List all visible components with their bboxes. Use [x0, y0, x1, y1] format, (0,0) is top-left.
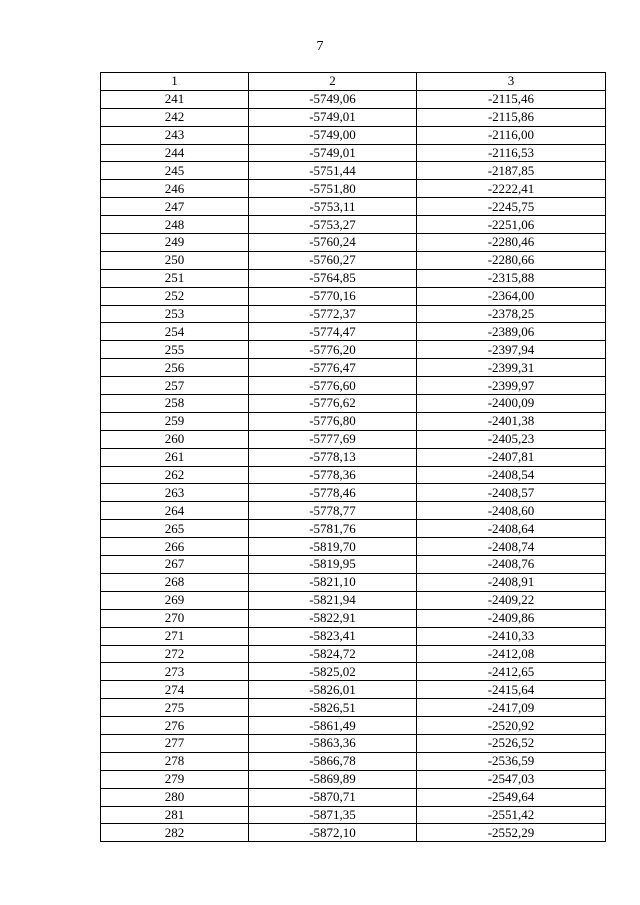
point-number-cell: 268: [101, 573, 249, 591]
coordinate-y-cell: -2408,76: [417, 556, 606, 574]
table-row: [101, 377, 606, 395]
coordinate-y-cell: -2116,00: [417, 126, 606, 144]
point-number-cell: 264: [101, 502, 249, 520]
coordinate-x-cell: -5770,16: [249, 287, 417, 305]
table-row: [101, 627, 606, 645]
table-row: [101, 609, 606, 627]
table-row: [101, 734, 606, 752]
coordinate-x-cell: -5751,44: [249, 162, 417, 180]
point-number-cell: 252: [101, 287, 249, 305]
coordinate-x-cell: -5749,01: [249, 144, 417, 162]
point-number-cell: 276: [101, 717, 249, 735]
table-row: [101, 645, 606, 663]
table-row: [101, 341, 606, 359]
point-number-cell: 247: [101, 198, 249, 216]
coordinate-y-cell: -2551,42: [417, 806, 606, 824]
coordinate-y-cell: -2520,92: [417, 717, 606, 735]
coordinate-x-cell: -5749,06: [249, 90, 417, 108]
table-row: [101, 90, 606, 108]
table-row: [101, 251, 606, 269]
coordinate-x-cell: -5751,80: [249, 180, 417, 198]
coordinate-y-cell: -2408,64: [417, 520, 606, 538]
table-row: [101, 234, 606, 252]
coordinate-y-cell: -2187,85: [417, 162, 606, 180]
coordinate-x-cell: -5776,80: [249, 412, 417, 430]
point-number-cell: 278: [101, 752, 249, 770]
coordinate-x-cell: -5777,69: [249, 430, 417, 448]
coordinate-x-cell: -5866,78: [249, 752, 417, 770]
table-row: [101, 144, 606, 162]
table-header: [101, 73, 606, 91]
point-number-cell: 255: [101, 341, 249, 359]
coordinate-x-cell: -5778,77: [249, 502, 417, 520]
point-number-cell: 256: [101, 359, 249, 377]
point-number-cell: 274: [101, 681, 249, 699]
coordinate-x-cell: -5749,00: [249, 126, 417, 144]
coordinate-x-cell: -5826,01: [249, 681, 417, 699]
point-number-cell: 246: [101, 180, 249, 198]
coordinate-x-cell: -5870,71: [249, 788, 417, 806]
point-number-cell: 271: [101, 627, 249, 645]
point-number-cell: 250: [101, 251, 249, 269]
coordinate-x-cell: -5819,95: [249, 556, 417, 574]
table-row: [101, 430, 606, 448]
coordinate-y-cell: -2408,54: [417, 466, 606, 484]
table-row: [101, 162, 606, 180]
coordinate-x-cell: -5776,62: [249, 395, 417, 413]
table-row: [101, 180, 606, 198]
table-row: [101, 538, 606, 556]
point-number-cell: 277: [101, 734, 249, 752]
table-row: [101, 663, 606, 681]
coordinate-y-cell: -2315,88: [417, 269, 606, 287]
table-row: [101, 126, 606, 144]
point-number-cell: 245: [101, 162, 249, 180]
point-number-cell: 269: [101, 591, 249, 609]
table-row: [101, 395, 606, 413]
coordinate-y-cell: -2408,57: [417, 484, 606, 502]
table-row: [101, 717, 606, 735]
point-number-cell: 244: [101, 144, 249, 162]
coordinate-y-cell: -2115,46: [417, 90, 606, 108]
table-row: [101, 573, 606, 591]
table-row: [101, 520, 606, 538]
coordinate-x-cell: -5872,10: [249, 824, 417, 842]
table-row: [101, 287, 606, 305]
point-number-cell: 266: [101, 538, 249, 556]
coordinate-x-cell: -5863,36: [249, 734, 417, 752]
coordinate-y-cell: -2410,33: [417, 627, 606, 645]
coordinate-y-cell: -2408,74: [417, 538, 606, 556]
table-row: [101, 359, 606, 377]
table-row: [101, 466, 606, 484]
table-row: [101, 770, 606, 788]
coordinate-x-cell: -5749,01: [249, 108, 417, 126]
column-header-3: 3: [417, 73, 606, 91]
point-number-cell: 263: [101, 484, 249, 502]
coordinate-x-cell: -5821,94: [249, 591, 417, 609]
point-number-cell: 241: [101, 90, 249, 108]
point-number-cell: 254: [101, 323, 249, 341]
coordinate-y-cell: -2364,00: [417, 287, 606, 305]
coordinate-x-cell: -5822,91: [249, 609, 417, 627]
coordinate-y-cell: -2412,08: [417, 645, 606, 663]
coordinate-x-cell: -5821,10: [249, 573, 417, 591]
table-body: [101, 90, 606, 841]
coordinate-x-cell: -5861,49: [249, 717, 417, 735]
point-number-cell: 281: [101, 806, 249, 824]
coordinate-x-cell: -5825,02: [249, 663, 417, 681]
coordinate-y-cell: -2115,86: [417, 108, 606, 126]
point-number-cell: 251: [101, 269, 249, 287]
coordinate-x-cell: -5764,85: [249, 269, 417, 287]
table-row: [101, 216, 606, 234]
point-number-cell: 280: [101, 788, 249, 806]
coordinate-y-cell: -2222,41: [417, 180, 606, 198]
point-number-cell: 260: [101, 430, 249, 448]
page-number: 7: [316, 39, 324, 54]
coordinate-x-cell: -5776,60: [249, 377, 417, 395]
table-row: [101, 806, 606, 824]
coordinate-y-cell: -2408,60: [417, 502, 606, 520]
table-row: [101, 323, 606, 341]
coordinate-x-cell: -5760,27: [249, 251, 417, 269]
coordinate-y-cell: -2547,03: [417, 770, 606, 788]
table-row: [101, 788, 606, 806]
coordinate-x-cell: -5778,13: [249, 448, 417, 466]
table-row: [101, 752, 606, 770]
point-number-cell: 282: [101, 824, 249, 842]
coordinate-y-cell: -2399,97: [417, 377, 606, 395]
coordinate-x-cell: -5776,20: [249, 341, 417, 359]
coordinate-y-cell: -2251,06: [417, 216, 606, 234]
coordinate-y-cell: -2401,38: [417, 412, 606, 430]
coordinate-y-cell: -2116,53: [417, 144, 606, 162]
coordinate-x-cell: -5778,46: [249, 484, 417, 502]
point-number-cell: 259: [101, 412, 249, 430]
table-row: [101, 591, 606, 609]
coordinate-x-cell: -5753,27: [249, 216, 417, 234]
table-row: [101, 198, 606, 216]
point-number-cell: 267: [101, 556, 249, 574]
point-number-cell: 249: [101, 234, 249, 252]
table-row: [101, 448, 606, 466]
table-row: [101, 502, 606, 520]
table-row: [101, 699, 606, 717]
coordinate-y-cell: -2552,29: [417, 824, 606, 842]
coordinate-x-cell: -5823,41: [249, 627, 417, 645]
coordinate-x-cell: -5819,70: [249, 538, 417, 556]
coordinate-x-cell: -5778,36: [249, 466, 417, 484]
table-row: [101, 681, 606, 699]
coordinate-y-cell: -2400,09: [417, 395, 606, 413]
point-number-cell: 261: [101, 448, 249, 466]
coordinate-y-cell: -2549,64: [417, 788, 606, 806]
point-number-cell: 248: [101, 216, 249, 234]
point-number-cell: 270: [101, 609, 249, 627]
coordinate-y-cell: -2526,52: [417, 734, 606, 752]
coordinate-x-cell: -5772,37: [249, 305, 417, 323]
coordinate-y-cell: -2409,86: [417, 609, 606, 627]
table-row: [101, 412, 606, 430]
coordinate-y-cell: -2536,59: [417, 752, 606, 770]
coordinate-x-cell: -5871,35: [249, 806, 417, 824]
table-row: [101, 824, 606, 842]
column-header-1: 1: [101, 73, 249, 91]
coordinate-y-cell: -2409,22: [417, 591, 606, 609]
coordinate-y-cell: -2405,23: [417, 430, 606, 448]
table-row: [101, 269, 606, 287]
coordinate-y-cell: -2417,09: [417, 699, 606, 717]
point-number-cell: 257: [101, 377, 249, 395]
point-number-cell: 265: [101, 520, 249, 538]
coordinate-x-cell: -5824,72: [249, 645, 417, 663]
coordinate-x-cell: -5869,89: [249, 770, 417, 788]
coordinate-y-cell: -2407,81: [417, 448, 606, 466]
coordinate-y-cell: -2280,66: [417, 251, 606, 269]
point-number-cell: 243: [101, 126, 249, 144]
coordinate-x-cell: -5760,24: [249, 234, 417, 252]
table-row: [101, 484, 606, 502]
coordinates-table: [100, 72, 606, 842]
point-number-cell: 262: [101, 466, 249, 484]
point-number-cell: 258: [101, 395, 249, 413]
coordinate-y-cell: -2397,94: [417, 341, 606, 359]
coordinate-y-cell: -2245,75: [417, 198, 606, 216]
column-header-2: 2: [249, 73, 417, 91]
point-number-cell: 273: [101, 663, 249, 681]
table-row: [101, 305, 606, 323]
coordinate-y-cell: -2408,91: [417, 573, 606, 591]
point-number-cell: 242: [101, 108, 249, 126]
coordinate-y-cell: -2415,64: [417, 681, 606, 699]
coordinate-x-cell: -5826,51: [249, 699, 417, 717]
coordinate-x-cell: -5774,47: [249, 323, 417, 341]
coordinate-y-cell: -2399,31: [417, 359, 606, 377]
point-number-cell: 253: [101, 305, 249, 323]
header-row: [101, 73, 606, 91]
coordinate-y-cell: -2412,65: [417, 663, 606, 681]
coordinate-x-cell: -5781,76: [249, 520, 417, 538]
point-number-cell: 275: [101, 699, 249, 717]
coordinate-x-cell: -5776,47: [249, 359, 417, 377]
point-number-cell: 272: [101, 645, 249, 663]
coordinate-y-cell: -2280,46: [417, 234, 606, 252]
coordinate-y-cell: -2389,06: [417, 323, 606, 341]
table-row: [101, 108, 606, 126]
point-number-cell: 279: [101, 770, 249, 788]
coordinate-x-cell: -5753,11: [249, 198, 417, 216]
table-row: [101, 556, 606, 574]
coordinate-y-cell: -2378,25: [417, 305, 606, 323]
